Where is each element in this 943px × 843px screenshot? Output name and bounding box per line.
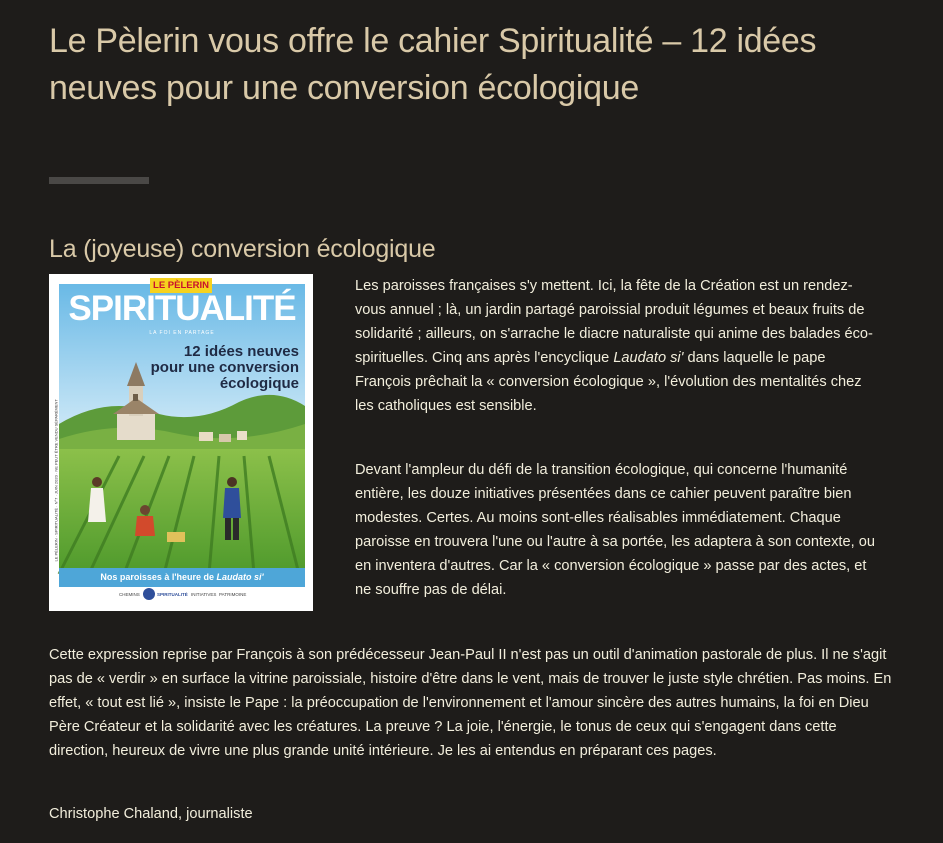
cover-footer	[59, 589, 305, 601]
intro-paragraph-text-end: dans laquelle le pape François prêchait la « conversion écologique », l'évolution des mentalités chez les catholiques est sensible.	[355, 350, 862, 414]
cover-tagline: LA FOI EN PARTAGE	[149, 330, 215, 336]
encyclical-title: Laudato si'	[613, 350, 684, 366]
cover-magazine-title: SPIRITUALITÉ	[68, 289, 296, 328]
cover-brand-logo: LE PÈLERIN	[153, 280, 209, 291]
cover-footer-item: INITIATIVES	[191, 592, 217, 597]
title-divider	[49, 177, 149, 184]
third-paragraph: Cette expression reprise par François à son prédécesseur Jean-Paul II n'est pas un outil d'animation pastorale de plus. Il ne s'agit pas de « verdir » en surface la vitrine paroissiale, histoire d'être dans le vent, mais de trouver le juste style chrétien. Pas moins. En effet, « tout est lié », insiste le Pape : la préoccupation de l'environnement et l'amour sincère des autres humains, la foi en Dieu Père Créateur et la solidarité avec les créatures. La preuve ? La joie, l'énergie, le tonus de ceux qui s'engagent dans cette direction, heureux de vivre une plus grande unité intérieure. Je les ai entendus en préparant ces pages.	[49, 647, 892, 759]
section-heading: La (joyeuse) conversion écologique	[49, 235, 436, 263]
magazine-cover-image	[49, 274, 313, 611]
cover-footer-item: SPIRITUALITÉ	[157, 592, 188, 597]
second-paragraph: Devant l'ampleur du défi de la transition écologique, qui concerne l'humanité entière, les douze initiatives présentées dans ce cahier peuvent paraître bien modestes. Certes. Au moins sont-elles réalisables immédiatement. Chaque paroisse en trouvera l'une ou l'autre à sa portée, les adaptera à son contexte, ou en inventera d'autres. Car la « conversion écologique » passe par des actes, et ne souffre pas de délai.	[355, 462, 875, 598]
cover-footer-item: CHEMINS	[119, 592, 140, 597]
cover-spine-text: LE PÈLERIN · SPIRITUALITÉ · N°7 · JUIN 2020 · NE PEUT ÊTRE VENDU SÉPARÉMENT	[53, 399, 59, 562]
cover-footer-item: PATRIMOINE	[219, 592, 247, 597]
cover-headline	[129, 344, 299, 392]
cover-banner-text: Nos paroisses à l'heure de	[100, 572, 217, 582]
page-title: Le Pèlerin vous offre le cahier Spiritualité – 12 idées neuves pour une conversion écologique	[49, 22, 817, 107]
intro-paragraph	[355, 274, 875, 418]
cover-headline-line-3: écologique	[219, 375, 299, 392]
intro-paragraph-text: Les paroisses françaises s'y mettent. Ici, la fête de la Création est un rendez-vous annuel ; là, un jardin partagé paroissial produit légumes et beaux fruits de solidarité ; ailleurs, on s'arrache le diacre naturaliste qui anime des balades éco-spirituelles. Cinq ans après l'encyclique	[355, 278, 873, 366]
cover-banner-italic: Laudato si'	[216, 572, 264, 582]
author-signature: Christophe Chaland, journaliste	[49, 806, 253, 822]
cover-headline-line-2: pour une conversion	[150, 359, 299, 376]
cover-banner	[59, 568, 305, 587]
cover-headline-line-1: 12 idées neuves	[183, 343, 299, 360]
